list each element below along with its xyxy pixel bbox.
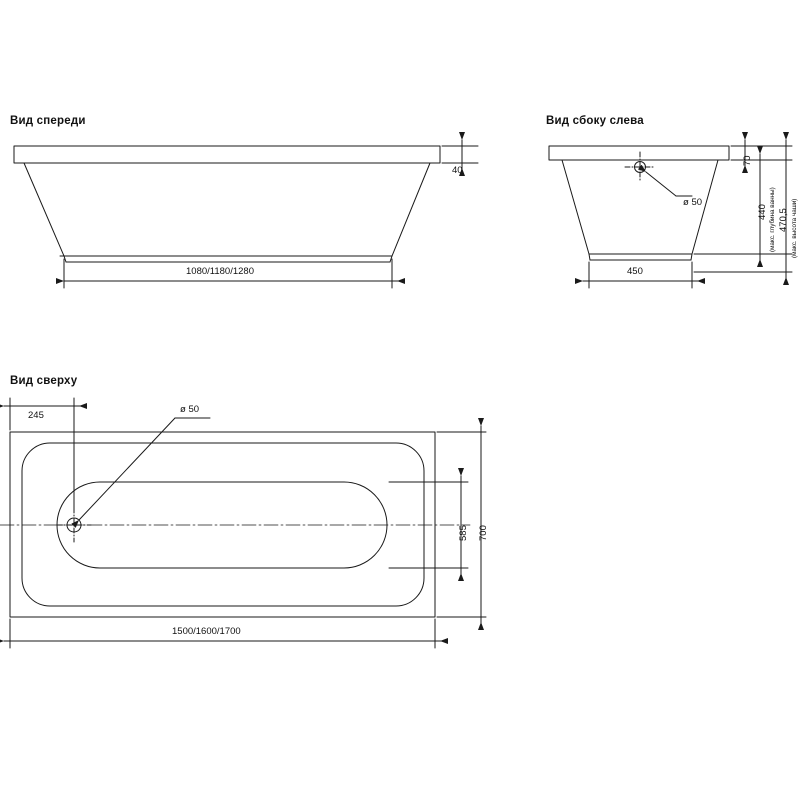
top-dim-drain-offset-label: 245 <box>28 410 44 421</box>
side-dim-depth-label: 440 <box>757 204 768 220</box>
top-dim-overall-length-label: 1500/1600/1700 <box>172 626 241 637</box>
side-dim-depth-note: (макс. глубина ванны) <box>769 187 776 252</box>
side-dim-bottom-width-label: 450 <box>627 266 643 277</box>
top-dim-widths <box>389 426 486 623</box>
view-title-side: Вид сбоку слева <box>546 115 644 127</box>
view-title-front: Вид спереди <box>10 115 86 127</box>
top-drain-marker <box>57 418 210 542</box>
top-dim-inner-width-label: 585 <box>458 525 469 541</box>
side-dim-rim-height-label: 70 <box>742 155 753 166</box>
view-title-top: Вид сверху <box>10 375 78 387</box>
side-dim-height-label: 470,5 <box>778 208 789 232</box>
front-dim-rim-height-label: 40 <box>452 165 463 176</box>
front-view-geometry <box>14 146 440 262</box>
front-dim-bottom-width-label: 1080/1180/1280 <box>186 266 254 277</box>
side-drain-label: ø 50 <box>683 197 703 208</box>
side-drain-marker <box>625 152 692 196</box>
top-dim-overall-width-label: 700 <box>478 525 489 541</box>
top-drain-label: ø 50 <box>180 404 200 415</box>
side-dim-height-note: (макс. высота чаши) <box>791 198 798 258</box>
